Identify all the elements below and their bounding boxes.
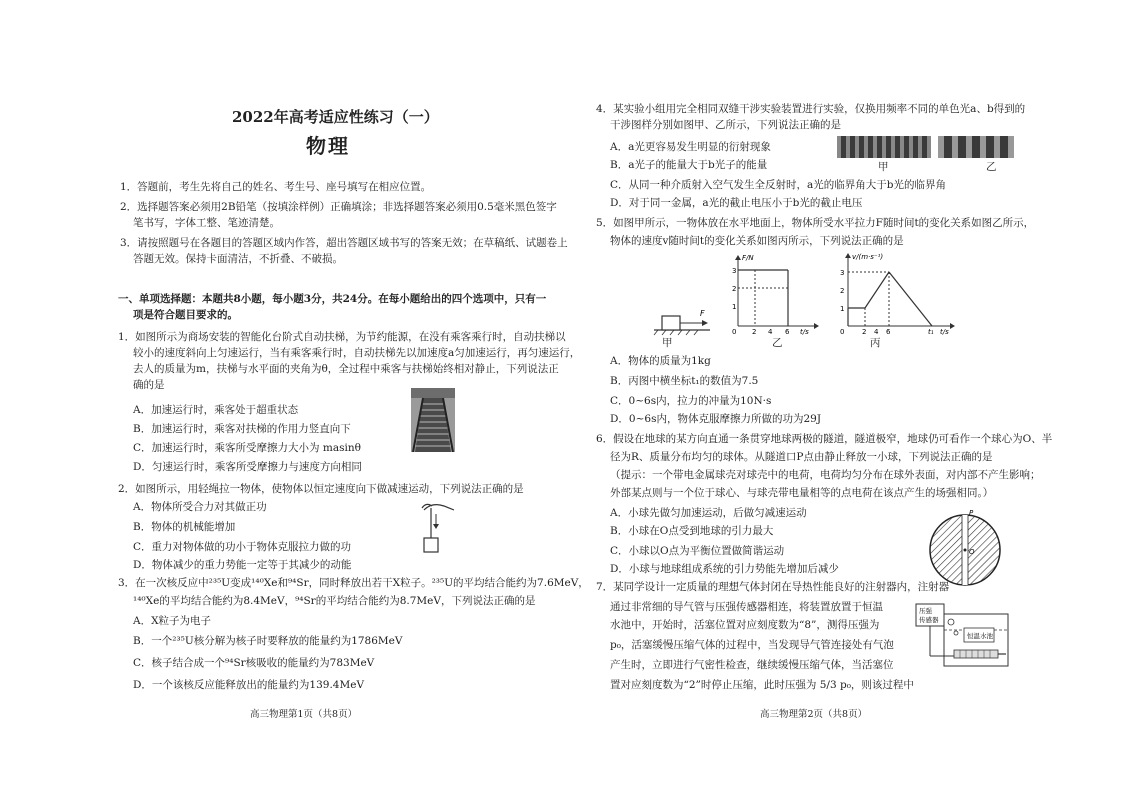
note-2: 2．选择题答案必须用2B铅笔（按填涂样例）正确填涂；非选择题答案必须用0.5毫米黑色签字 — [120, 201, 557, 213]
q5-velocity-graph — [838, 252, 958, 336]
fringe-label-a: 甲 — [878, 161, 889, 173]
q5-option-b[interactable]: B．丙图中横坐标t₁的数值为7.5 — [610, 375, 759, 387]
q1-stem-1: 1．如图所示为商场安装的智能化台阶式自动扶梯，为节约能源，在没有乘客乘行时，自动扶梯以 — [118, 331, 566, 343]
f-tick-y-3: 3 — [732, 267, 737, 275]
q2-option-b[interactable]: B．物体的机械能增加 — [133, 521, 236, 533]
v-tick-x-2: 2 — [862, 328, 867, 336]
v-t-label: t/s — [940, 328, 949, 336]
section-heading: 一、单项选择题：本题共8小题，每小题3分，共24分。在每小题给出的四个选项中，只有一 — [118, 293, 547, 305]
q1-stem-2: 较小的速度斜向上匀速运行，当有乘客乘行时，自动扶梯先以加速度a匀加速运行，再匀速运行， — [133, 347, 581, 359]
q2-option-a[interactable]: A．物体所受合力对其做正功 — [133, 501, 267, 513]
q5-block-figure — [652, 300, 712, 336]
q5-option-c[interactable]: C．0~6s内，拉力的冲量为10N·s — [610, 395, 772, 407]
q5-option-a[interactable]: A．物体的质量为1kg — [610, 355, 711, 367]
subject-title: 物理 — [306, 134, 350, 158]
right-page-footer: 高三物理第2页（共8页） — [760, 709, 868, 720]
escalator-image — [411, 388, 455, 452]
q6-stem-4: 外部某点则与一个位于球心、与球壳带电量相等的点电荷在该点产生的场强相同。） — [610, 487, 994, 499]
f-tick-x-2: 2 — [752, 328, 757, 336]
q6-stem-2: 径为R、质量分布均匀的球体。从隧道口P点由静止释放一小球，下列说法正确的是 — [610, 451, 993, 463]
q7-line-5: 产生时，立即进行气密性检查，继续缓慢压缩气体，当活塞位 — [610, 659, 894, 671]
note-1: 1．答题前，考生先将自己的姓名、考生号、座号填写在相应位置。 — [120, 181, 432, 193]
v-tick-y-0: 0 — [840, 328, 845, 336]
q6-option-a[interactable]: A．小球先做匀加速运动，后做匀减速运动 — [610, 507, 807, 519]
q3-stem-2: ¹⁴⁰Xe的平均结合能约为8.4MeV，⁹⁴Sr的平均结合能约为8.7MeV，下列说法正确的是 — [133, 595, 536, 607]
sensor-label: 压强 — [919, 607, 932, 615]
q7-line-3: 水池中，开始时，活塞位置对应刻度数为“8”，测得压强为 — [610, 619, 880, 631]
left-page-footer: 高三物理第1页（共8页） — [250, 709, 358, 720]
water-label: 恒温水池 — [967, 632, 993, 640]
f-tick-y-1: 1 — [732, 303, 737, 311]
q7-line-4: p₀，活塞缓慢压缩气体的过程中，当发现导气管连接处有气泡 — [610, 639, 894, 651]
q5-option-d[interactable]: D．0~6s内，物体克服摩擦力所做的功为29J — [610, 413, 822, 425]
q5-force-graph — [730, 254, 820, 336]
q6-option-b[interactable]: B．小球在O点受到地球的引力最大 — [610, 525, 774, 537]
q1-stem-3: 去人的质量为m，扶梯与水平面的夹角为θ，全过程中乘客与扶梯始终相对静止，下列说法正 — [133, 363, 559, 375]
q4-option-b[interactable]: B．a光子的能量大于b光子的能量 — [610, 159, 768, 171]
f-axis-label: F/N — [742, 254, 754, 262]
note-3: 3．请按照题号在各题目的答题区域内作答，超出答题区域书写的答案无效；在草稿纸、试题卷上 — [120, 237, 568, 249]
fringe-pattern-a — [837, 136, 931, 158]
v-axis-label: v/(m·s⁻¹) — [852, 253, 884, 261]
q4-option-a[interactable]: A．a光更容易发生明显的衍射现象 — [610, 141, 771, 153]
q1-option-b[interactable]: B．加速运行时，乘客对扶梯的作用力竖直向下 — [133, 423, 351, 435]
note-3-cont: 答题无效。保持卡面清洁，不折叠、不破损。 — [133, 253, 343, 265]
v-tick-x-4: 4 — [874, 328, 879, 336]
q3-option-a[interactable]: A．X粒子为电子 — [133, 615, 212, 627]
q1-option-a[interactable]: A．加速运行时，乘客处于超重状态 — [133, 404, 299, 416]
q4-option-c[interactable]: C．从同一种介质射入空气发生全反射时，a光的临界角大于b光的临界角 — [610, 179, 947, 191]
q2-option-c[interactable]: C．重力对物体做的功小于物体克服拉力做的功 — [133, 541, 352, 553]
q3-option-b[interactable]: B．一个²³⁵U核分解为核子时要释放的能量约为1786MeV — [133, 635, 403, 647]
rope-block-figure — [414, 500, 460, 558]
q1-option-d[interactable]: D．匀速运行时，乘客所受摩擦力与速度方向相同 — [133, 461, 362, 473]
point-o-label: O — [969, 548, 975, 556]
q5-stem-1: 5．如图甲所示，一物体放在水平地面上，物体所受水平拉力F随时间t的变化关系如图乙所示， — [596, 217, 1035, 229]
q1-stem-4: 确的是 — [133, 379, 165, 391]
q2-option-d[interactable]: D．物体减少的重力势能一定等于其减少的动能 — [133, 559, 352, 571]
note-2-cont: 笔书写，字体工整、笔迹清楚。 — [133, 217, 280, 229]
q3-option-c[interactable]: C．核子结合成一个⁹⁴Sr核吸收的能量约为783MeV — [133, 657, 375, 669]
q5-fig-c-label: 丙 — [870, 337, 881, 349]
q6-stem-3: （提示：一个带电金属球壳对球壳中的电荷，电荷均匀分布在球外表面，对内部不产生影响； — [610, 469, 1041, 481]
q4-option-d[interactable]: D．对于同一金属，a光的截止电压小于b光的截止电压 — [610, 197, 863, 209]
v-tick-x-t1: t₁ — [928, 328, 934, 336]
fringe-pattern-b — [938, 136, 1014, 158]
q4-stem-2: 干涉图样分别如图甲、乙所示，下列说法正确的是 — [610, 119, 841, 131]
v-tick-y-1: 1 — [840, 305, 845, 313]
q5-fig-b-label: 乙 — [772, 337, 783, 349]
f-tick-y-0: 0 — [732, 328, 737, 336]
q2-stem: 2．如图所示，用轻绳拉一物体，使物体以恒定速度向下做减速运动，下列说法正确的是 — [118, 483, 524, 495]
right-page — [562, 0, 1123, 794]
svg-text:F: F — [700, 309, 705, 318]
f-tick-x-4: 4 — [768, 328, 773, 336]
q7-line-6: 置对应刻度数为“2”时停止压缩，此时压强为 5/3 p₀，则该过程中 — [610, 679, 914, 691]
q6-stem-1: 6．假设在地球的某方向直通一条贯穿地球两极的隧道，隧道极窄，地球仍可看作一个球心为O、半 — [596, 433, 1053, 445]
q3-stem-1: 3．在一次核反应中²³⁵U变成¹⁴⁰Xe和⁹⁴Sr，同时释放出若干X粒子。²³⁵U的平均结合能约为7.6MeV， — [118, 577, 589, 589]
f-tick-y-2: 2 — [732, 285, 737, 293]
earth-tunnel-figure — [926, 508, 1004, 588]
v-tick-x-6: 6 — [886, 328, 891, 336]
q5-fig-a-label: 甲 — [662, 337, 673, 349]
q5-stem-2: 物体的速度v随时间t的变化关系如图丙所示，下列说法正确的是 — [610, 235, 904, 247]
f-tick-x-6: 6 — [785, 328, 790, 336]
q3-option-d[interactable]: D．一个该核反应能释放出的能量约为139.4MeV — [133, 679, 365, 691]
section-heading-cont: 项是符合题目要求的。 — [133, 309, 238, 321]
exam-title: 2022年高考适应性练习（一） — [232, 108, 439, 126]
syringe-apparatus-figure — [914, 600, 1012, 672]
q1-option-c[interactable]: C．加速运行时，乘客所受摩擦力大小为 masinθ — [133, 442, 361, 454]
q7-line-1: 7．某同学设计一定质量的理想气体封闭在导热性能良好的注射器内，注射器 — [596, 581, 950, 593]
q6-option-d[interactable]: D．小球与地球组成系统的引力势能先增加后减少 — [610, 563, 839, 575]
v-tick-y-2: 2 — [840, 287, 845, 295]
f-t-label: t/s — [800, 328, 809, 336]
q4-stem-1: 4．某实验小组用完全相同双缝干涉实验装置进行实验，仅换用频率不同的单色光a、b得到的 — [596, 103, 1026, 115]
q7-line-2: 通过非常细的导气管与压强传感器相连，将装置放置于恒温 — [610, 601, 883, 613]
svg-text:传感器: 传感器 — [919, 616, 939, 624]
q6-option-c[interactable]: C．小球以O点为平衡位置做简谐运动 — [610, 545, 785, 557]
v-tick-y-3: 3 — [840, 269, 845, 277]
point-p-label: P — [969, 509, 974, 517]
fringe-label-b: 乙 — [986, 161, 997, 173]
